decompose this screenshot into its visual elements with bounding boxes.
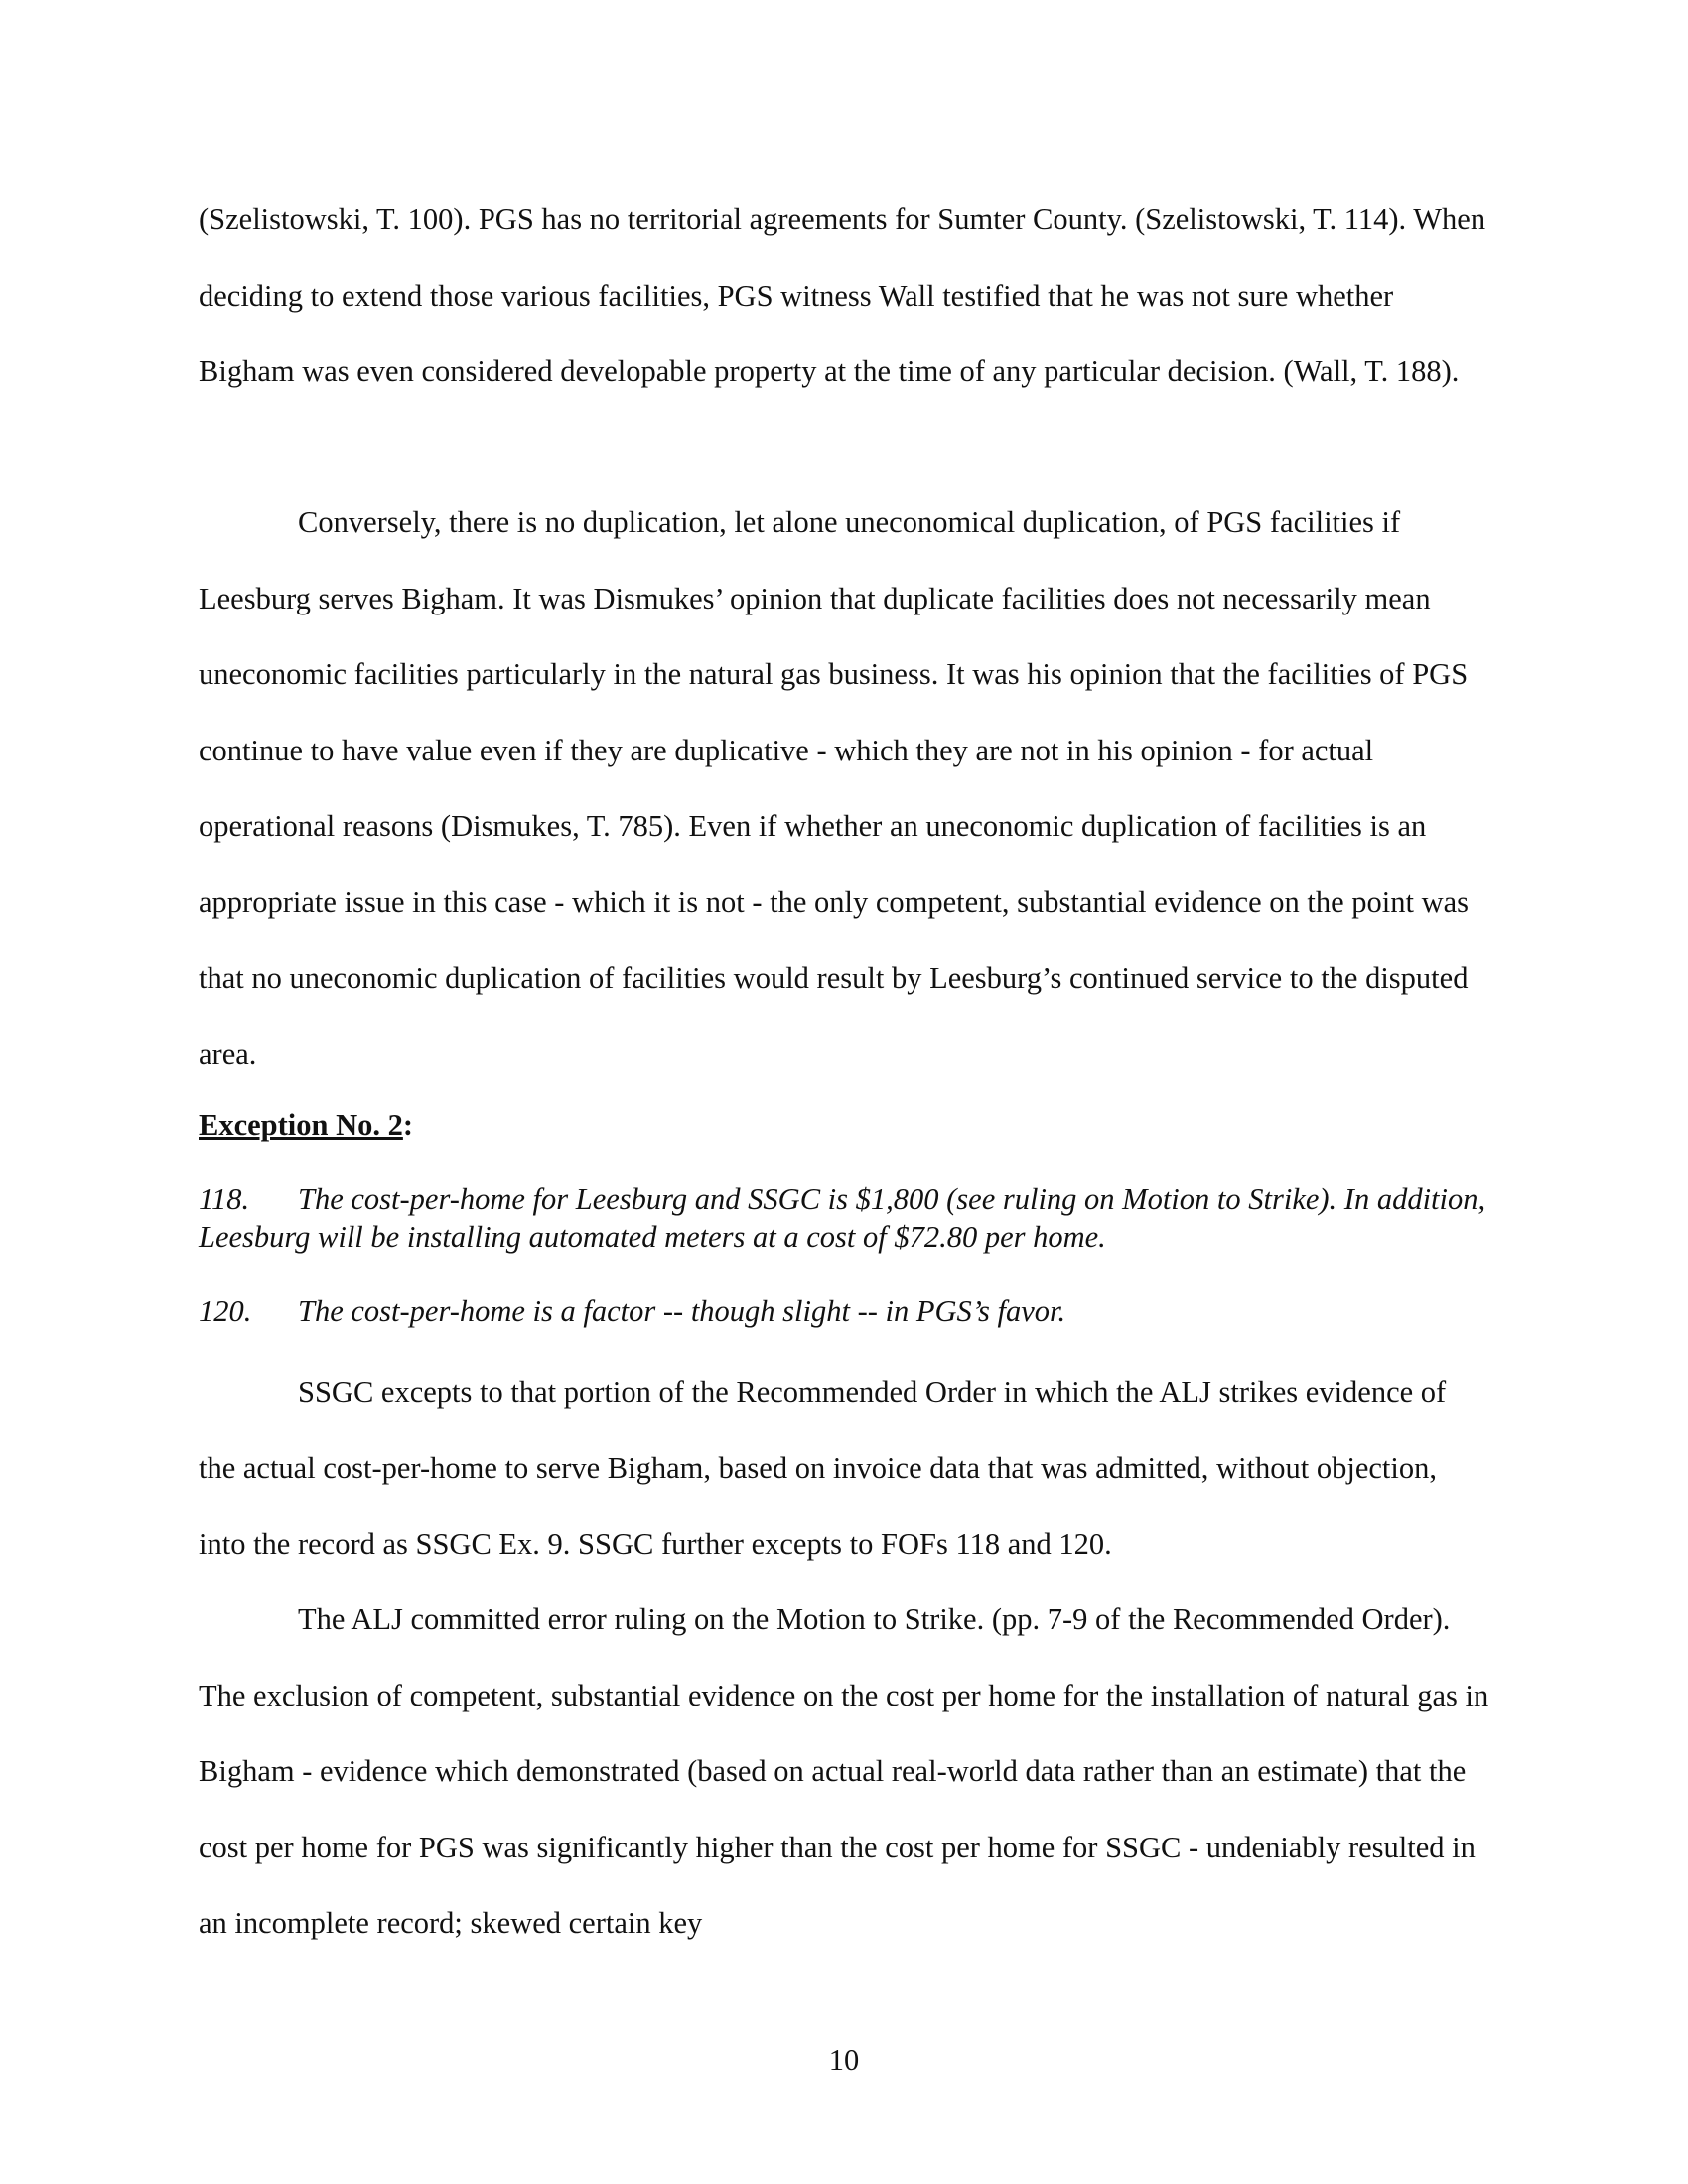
heading-label: Exception No. 2 bbox=[199, 1108, 403, 1142]
quote-number-120: 120. bbox=[199, 1295, 252, 1328]
quote-fof-120 bbox=[199, 1293, 1489, 1330]
paragraph-szelistowski: (Szelistowski, T. 100). PGS has no territorial agreements for Sumter County. (Szelistowski, T. 114). When deciding to extend those various facilities, PGS witness Wall testified that he was not sure whether Bigham was even considered developable property at the time of any particular decision. (Wall, T. 188). bbox=[199, 203, 1486, 388]
section-heading bbox=[199, 1105, 413, 1145]
quote-number-118: 118. bbox=[199, 1182, 250, 1216]
page-number: 10 bbox=[828, 2043, 860, 2077]
quote-fof-118 bbox=[199, 1180, 1489, 1256]
quote-text-120: The cost-per-home is a factor -- though slight -- in PGS’s favor. bbox=[298, 1295, 1066, 1328]
paragraph-alj-error: The ALJ committed error ruling on the Motion to Strike. (pp. 7-9 of the Recommended Order). The exclusion of competent, substantial evidence on the cost per home for the installation of natural gas in Bigham - evidence which demonstrated (based on actual real-world data rather than an estimate) that the cost per home for PGS was significantly higher than the cost per home for SSGC - undeniably resulted in an incomplete record; skewed certain key bbox=[199, 1602, 1489, 1940]
paragraph-conversely: Conversely, there is no duplication, let alone uneconomical duplication, of PGS facilities if Leesburg serves Bigham. It was Dismukes’ opinion that duplicate facilities does not necessarily mean uneconomic facilities particularly in the natural gas business. It was his opinion that the facilities of PGS continue to have value even if they are duplicative - which they are not in his opinion - for actual operational reasons (Dismukes, T. 785). Even if whether an uneconomic duplication of facilities is an appropriate issue in this case - which it is not - the only competent, substantial evidence on the point was that no uneconomic duplication of facilities would result by Leesburg’s continued service to the disputed area. bbox=[199, 505, 1470, 1071]
heading-suffix: : bbox=[402, 1108, 414, 1142]
quote-text-118: The cost-per-home for Leesburg and SSGC is $1,800 (see ruling on Motion to Strike). In addition, Leesburg will be installing automated meters at a cost of $72.80 per home. bbox=[199, 1182, 1486, 1254]
paragraph-ssgc-excepts: SSGC excepts to that portion of the Recommended Order in which the ALJ strikes evidence of the actual cost-per-home to serve Bigham, based on invoice data that was admitted, without objection, into the record as SSGC Ex. 9. SSGC further excepts to FOFs 118 and 120. bbox=[199, 1375, 1447, 1561]
